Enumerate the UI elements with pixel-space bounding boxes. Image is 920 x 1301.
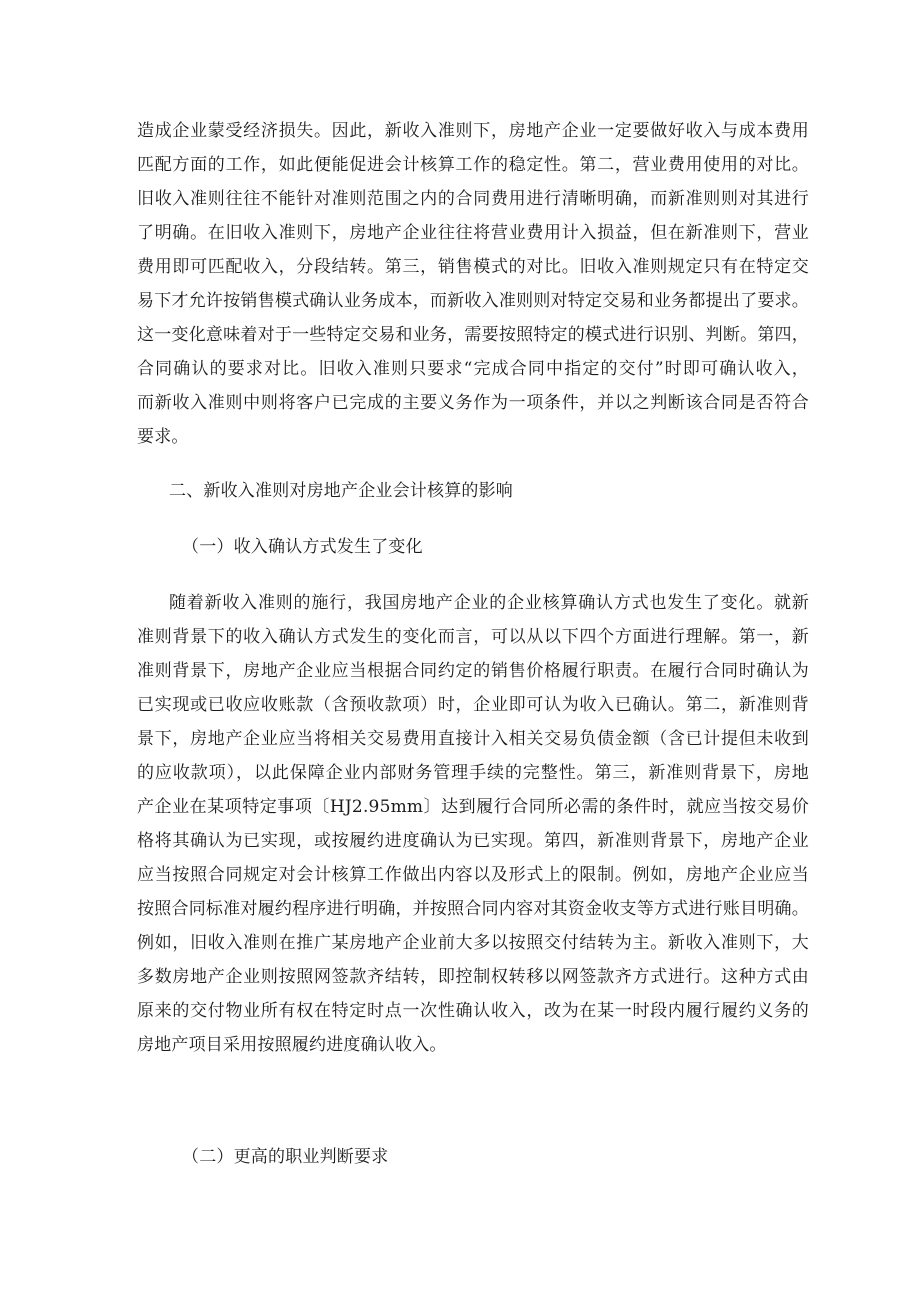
paragraph-1-line: 费用即可匹配收入，分段结转。第三，销售模式的对比。旧收入准则规定只有在特定交 [137, 257, 809, 277]
paragraph-2-line: 房地产项目采用按照履约进度确认收入。 [137, 1035, 447, 1055]
paragraph-2-line: 准则背景下，房地产企业应当根据合同约定的销售价格履行职责。在履行合同时确认为 [137, 661, 809, 681]
paragraph-2-line: 多数房地产企业则按照网签款齐结转，即控制权转移以网签款齐方式进行。这种方式由 [137, 967, 809, 987]
paragraph-1-line: 要求。 [137, 427, 189, 447]
paragraph-1-line: 旧收入准则往往不能针对准则范围之内的合同费用进行清晰明确，而新准则则对其进行 [137, 189, 809, 209]
subheading-1: （一）收入确认方式发生了变化 [182, 537, 423, 557]
section-heading: 二、新收入准则对房地产企业会计核算的影响 [169, 481, 513, 501]
paragraph-2-line: 例如，旧收入准则在推广某房地产企业前大多以按照交付结转为主。新收入准则下，大 [137, 933, 809, 953]
paragraph-1-line: 合同确认的要求对比。旧收入准则只要求“完成合同中指定的交付”时即可确认收入， [137, 359, 809, 379]
paragraph-1-line: 这一变化意味着对于一些特定交易和业务，需要按照特定的模式进行识别、判断。第四， [137, 325, 809, 345]
paragraph-1-line: 匹配方面的工作，如此便能促进会计核算工作的稳定性。第二，营业费用使用的对比。 [137, 155, 809, 175]
paragraph-1-line: 而新收入准则中则将客户已完成的主要义务作为一项条件，并以之判断该合同是否符合 [137, 393, 809, 413]
paragraph-2-line: 景下，房地产企业应当将相关交易费用直接计入相关交易负债金额（含已计提但未收到 [137, 729, 809, 749]
subheading-2: （二）更高的职业判断要求 [182, 1147, 389, 1167]
paragraph-1-line: 易下才允许按销售模式确认业务成本，而新收入准则则对特定交易和业务都提出了要求。 [137, 291, 809, 311]
paragraph-2-line: 随着新收入准则的施行，我国房地产企业的企业核算确认方式也发生了变化。就新 [169, 593, 809, 613]
paragraph-1-line: 造成企业蒙受经济损失。因此，新收入准则下，房地产企业一定要做好收入与成本费用 [137, 121, 809, 141]
paragraph-2-line: 准则背景下的收入确认方式发生的变化而言，可以从以下四个方面进行理解。第一，新 [137, 627, 809, 647]
paragraph-2-line: 产企业在某项特定事项〔HJ2.95mm〕达到履行合同所必需的条件时，就应当按交易价 [137, 797, 809, 817]
paragraph-2-line: 按照合同标准对履约程序进行明确，并按照合同内容对其资金收支等方式进行账目明确。 [137, 899, 809, 919]
paragraph-2-line: 原来的交付物业所有权在特定时点一次性确认收入，改为在某一时段内履行履约义务的 [137, 1001, 809, 1021]
paragraph-2-line: 应当按照合同规定对会计核算工作做出内容以及形式上的限制。例如，房地产企业应当 [137, 865, 809, 885]
paragraph-2-line: 已实现或已收应收账款（含预收款项）时，企业即可认为收入已确认。第二，新准则背 [137, 695, 809, 715]
paragraph-2-line: 格将其确认为已实现，或按履约进度确认为已实现。第四，新准则背景下，房地产企业 [137, 831, 809, 851]
paragraph-1-line: 了明确。在旧收入准则下，房地产企业往往将营业费用计入损益，但在新准则下，营业 [137, 223, 809, 243]
paragraph-2-line: 的应收款项），以此保障企业内部财务管理手续的完整性。第三，新准则背景下，房地 [137, 763, 809, 783]
